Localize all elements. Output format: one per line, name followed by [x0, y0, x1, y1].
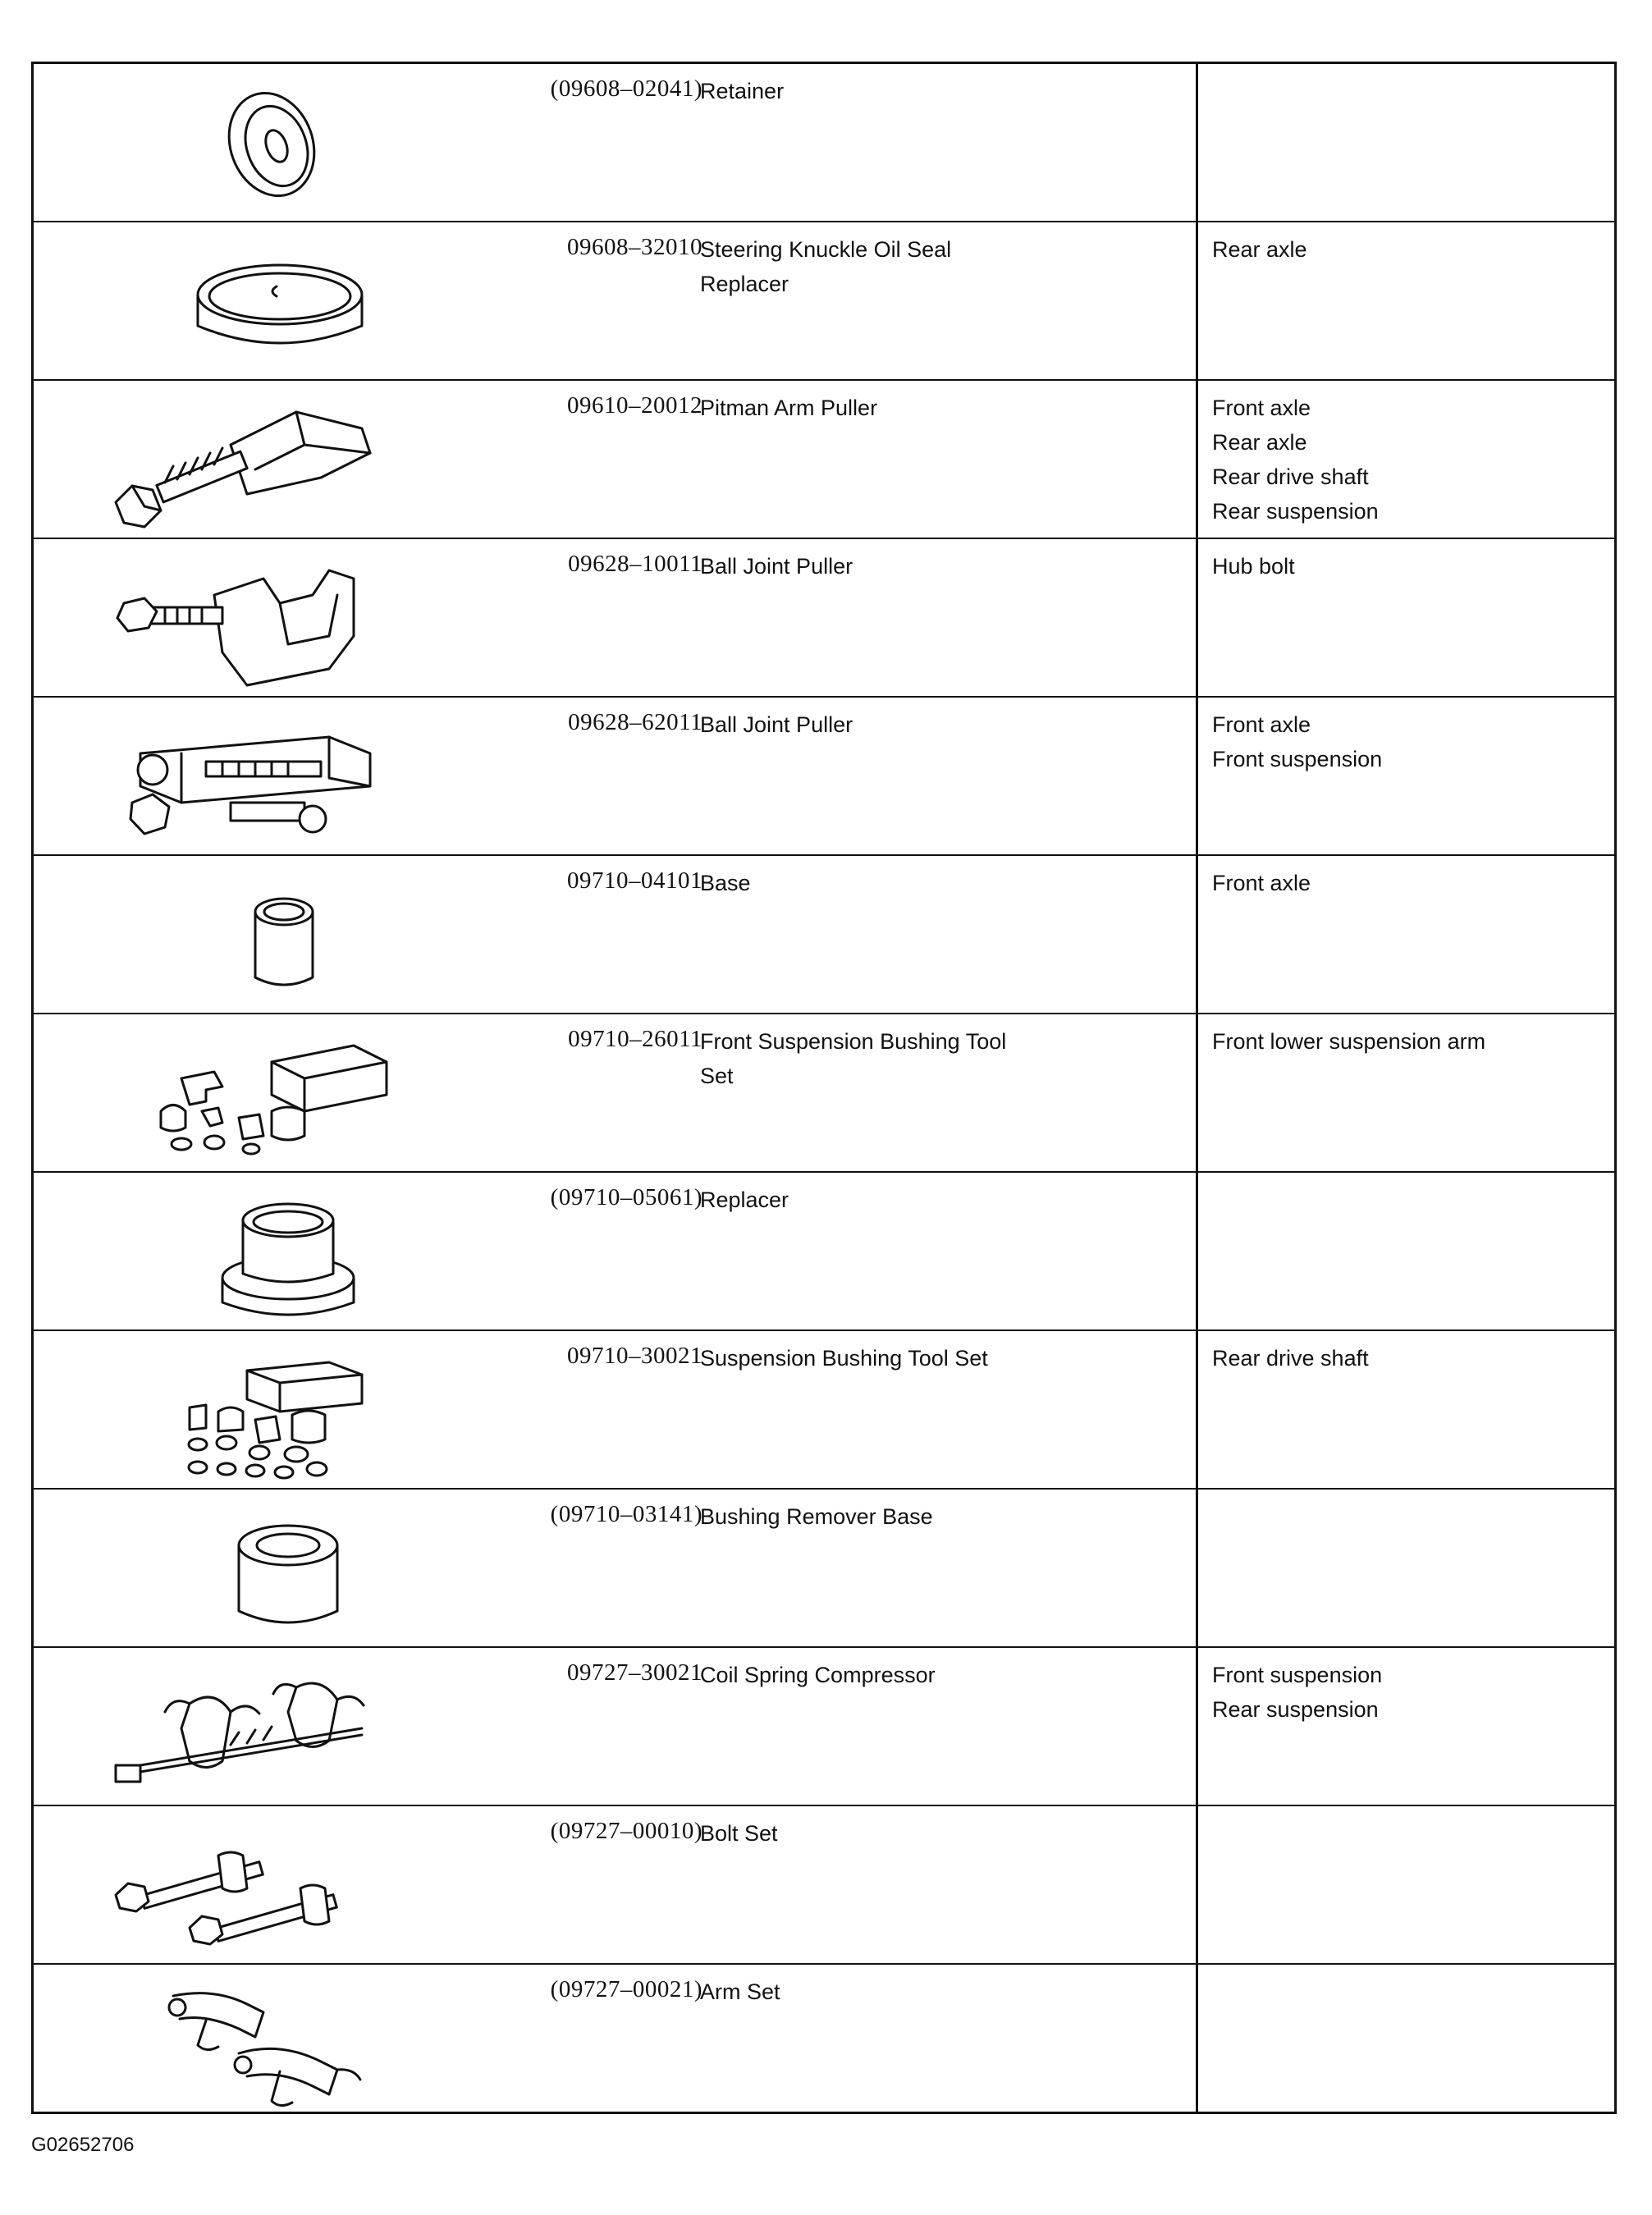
table-row [34, 1965, 1614, 2123]
part-description: Bolt Set [700, 1821, 778, 1846]
usage-list [1212, 1341, 1606, 1375]
part-description: Base [700, 871, 751, 895]
usage-item: Front suspension [1212, 1663, 1383, 1687]
part-number: (09710–03141) [550, 1501, 702, 1527]
bolt-set-icon [83, 1813, 428, 1961]
figure-id: G02652706 [31, 2134, 135, 2156]
part-number: 09710–26011 [568, 1026, 702, 1052]
arm-set-icon [83, 1971, 428, 2119]
usage-list [1212, 232, 1606, 267]
usage-item: Front lower suspension arm [1212, 1029, 1486, 1054]
part-description: Front Suspension Bushing Tool Set [700, 1029, 1007, 1088]
table-row [34, 64, 1614, 222]
usage-item: Rear suspension [1212, 499, 1379, 524]
part-description: Replacer [700, 1188, 789, 1212]
part-number: 09628–62011 [568, 709, 702, 735]
part-number: 09610–20012 [567, 392, 702, 419]
seal-replacer-icon [83, 229, 428, 377]
part-number: (09608–02041) [550, 76, 702, 102]
part-description: Bushing Remover Base [700, 1504, 933, 1529]
part-description: Retainer [700, 79, 785, 103]
tool-table [31, 62, 1617, 2114]
usage-list [1212, 1658, 1606, 1727]
table-row [34, 222, 1614, 381]
table-row [34, 1490, 1614, 1648]
part-number: 09628–10011 [568, 551, 702, 577]
table-row [34, 1331, 1614, 1490]
remover-base-icon [83, 1496, 428, 1644]
part-number: 09727–30021 [567, 1659, 702, 1686]
table-row [34, 856, 1614, 1014]
part-number: (09727–00010) [550, 1818, 702, 1844]
usage-list [1212, 1024, 1606, 1059]
usage-list [1212, 549, 1606, 583]
part-number: 09710–04101 [567, 867, 702, 894]
usage-item: Front axle [1212, 712, 1311, 737]
table-row [34, 381, 1614, 539]
part-description: Coil Spring Compressor [700, 1663, 936, 1687]
table-row [34, 539, 1614, 698]
table-row [34, 1648, 1614, 1806]
ball-joint-puller-icon [83, 546, 428, 693]
usage-item: Hub bolt [1212, 554, 1295, 579]
part-description: Suspension Bushing Tool Set [700, 1346, 988, 1371]
part-number: (09727–00021) [550, 1976, 702, 2002]
part-number: (09710–05061) [550, 1184, 702, 1210]
usage-item: Rear axle [1212, 430, 1307, 455]
bushing-tool-set-2-icon [83, 1338, 428, 1485]
table-row [34, 1014, 1614, 1173]
usage-item: Rear suspension [1212, 1697, 1379, 1722]
table-row [34, 698, 1614, 856]
part-number: 09710–30021 [567, 1343, 702, 1369]
usage-item: Rear drive shaft [1212, 465, 1369, 489]
usage-item: Front axle [1212, 396, 1311, 420]
base-cylinder-icon [83, 863, 428, 1010]
usage-list [1212, 866, 1606, 900]
part-description: Steering Knuckle Oil Seal Replacer [700, 237, 952, 296]
pitman-arm-puller-icon [83, 387, 428, 535]
part-description: Pitman Arm Puller [700, 396, 878, 420]
ball-joint-puller-2-icon [83, 704, 428, 852]
part-description: Ball Joint Puller [700, 554, 853, 579]
part-number: 09608–32010 [567, 234, 702, 260]
bushing-tool-set-icon [83, 1021, 428, 1169]
table-row [34, 1173, 1614, 1331]
retainer-washer-icon [83, 71, 428, 218]
usage-item: Rear drive shaft [1212, 1346, 1369, 1371]
usage-item: Rear axle [1212, 237, 1307, 262]
coil-spring-compressor-icon [83, 1654, 428, 1802]
replacer-icon [83, 1179, 428, 1327]
usage-list [1212, 391, 1606, 529]
usage-list [1212, 707, 1606, 776]
part-description: Arm Set [700, 1979, 780, 2004]
usage-item: Front axle [1212, 871, 1311, 895]
table-row [34, 1806, 1614, 1965]
part-description: Ball Joint Puller [700, 712, 853, 737]
usage-item: Front suspension [1212, 747, 1383, 771]
